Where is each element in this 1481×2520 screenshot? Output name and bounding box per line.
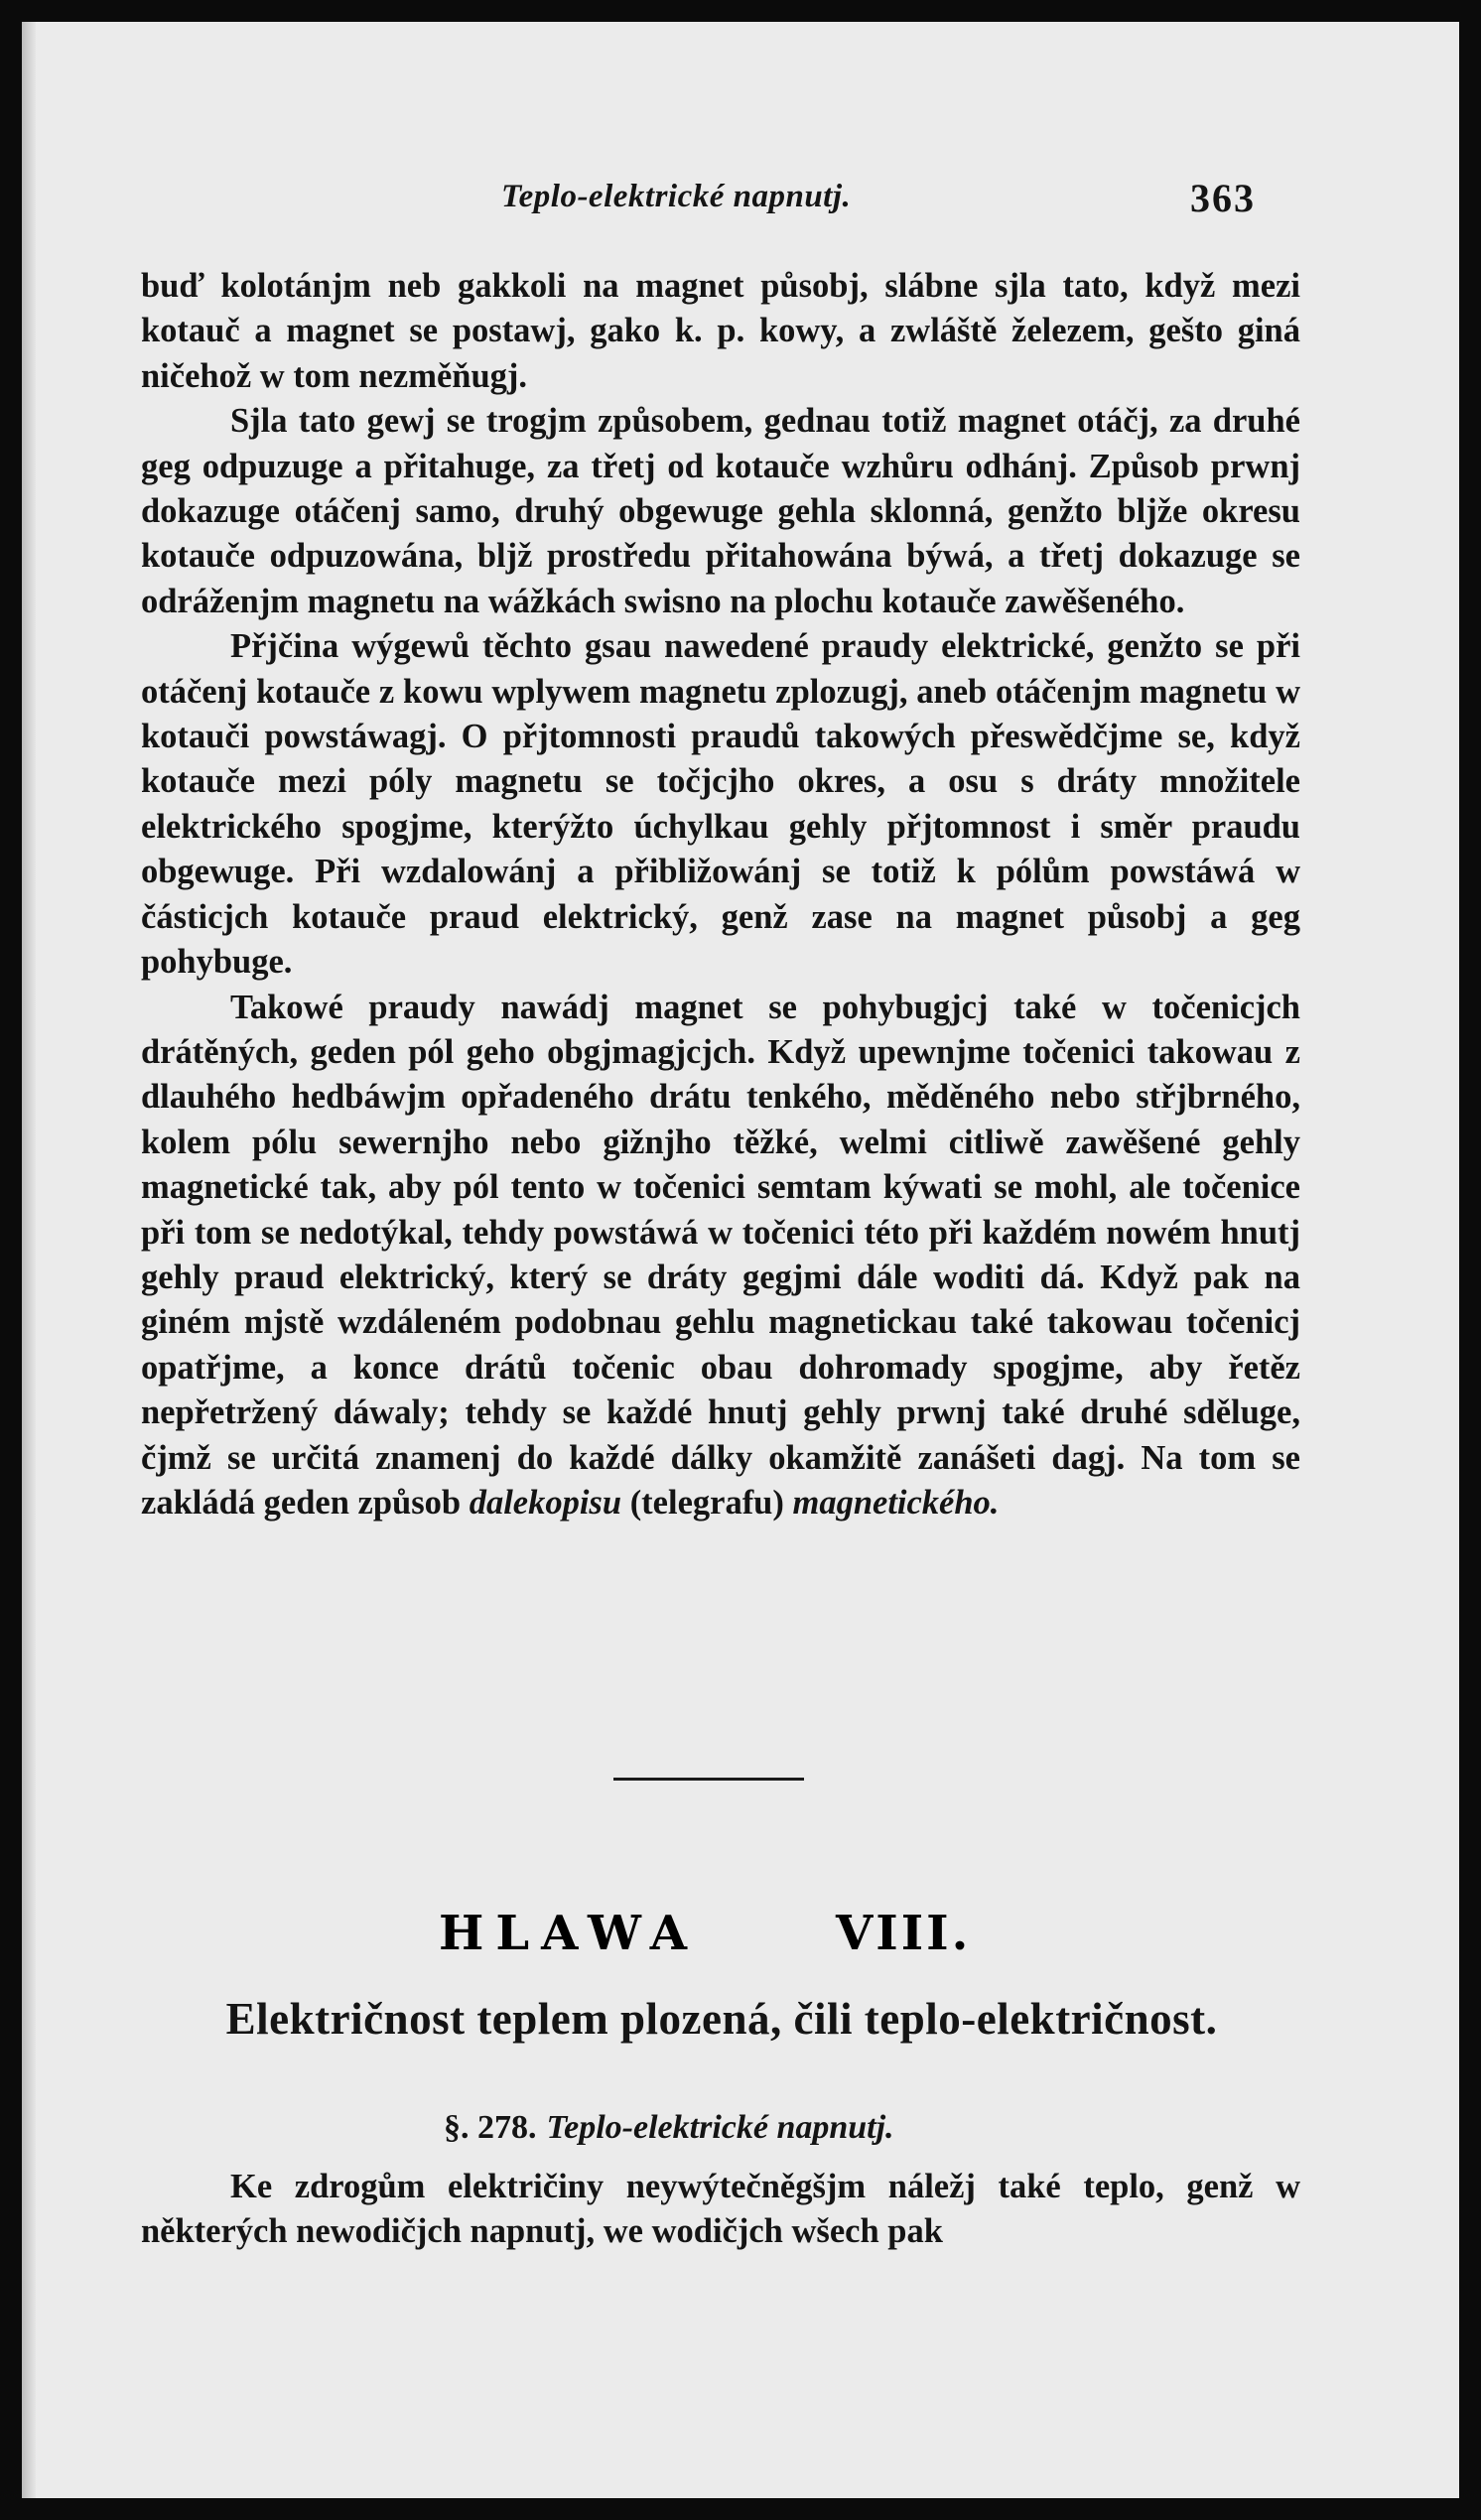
- page-number: 363: [1190, 176, 1256, 220]
- chapter-heading: HLAWA: [439, 1906, 700, 1961]
- final-text: [141, 2165, 1300, 2255]
- book-page: [22, 22, 1459, 2498]
- paragraph: Sjla tato gewj se trogjm způsobem, gednau totiž magnet otáčj, za druhé geg odpuzuge a přitahuge, za třetj od kotauče wzhůru odhánj. Způsob prwnj dokazuge otáčenj samo, druhý obgewuge gehla sklonná, genžto bljže okresu kotauče odpuzowána, bljž prostředu přitahowána býwá, a třetj dokazuge se odráženjm magnetu na wážkách swisno na plochu kotauče zawěšeného.: [141, 402, 1300, 620]
- italic-term: dalekopisu: [469, 1483, 622, 1522]
- paragraph-text-mid: (telegrafu): [629, 1483, 784, 1522]
- italic-term: magnetického.: [792, 1483, 1000, 1522]
- chapter-subtitle: Električnost teplem plozená, čili teplo-električnost.: [225, 1994, 1218, 2044]
- paragraph: Přjčina wýgewů těchto gsau nawedené praudy elektrické, genžto se při otáčenj kotauče z kowu wplywem magnetu zplozugj, aneb otáčenjm magnetu w kotauči powstáwagj. O přjtomnosti praudů takowých přeswědčjme se, když kotauče mezi póly magnetu se točjcjho okres, a osu s dráty množitele elektrického spogjme, kterýžto úchylkau gehly přjtomnost i směr praudu obgewuge. Při wzdalowánj a přibližowánj se totiž k pólům powstáwá w částicjch kotauče praud elektrický, genž zase na magnet působj a geg pohybuge.: [141, 627, 1300, 982]
- paragraph-text: Takowé praudy nawádj magnet se pohybugjcj také w točenicjch drátěných, geden pól geho obgjmagjcjch. Když upewnjme točenici takowau z dlauhého hedbáwjm opřadeného drátu tenkého, měděného nebo střjbrného, kolem pólu sewernjho nebo gižnjho těžké, welmi citliwě zawěšené gehly magnetické tak, aby pól tento w točenici semtam kýwati se mohl, ale točenice při tom se nedotýkal, tehdy powstáwá w točenici této při každém nowém hnutj gehly praud elektrický, který se dráty gegjmi dále woditi dá. Když pak na giném mjstě wzdáleném podobnau gehlu magnetickau také takowau točenicj opatřjme, a konce drátů točenic obau dohromady spogjme, aby řetěz nepřetržený dáwaly; tehdy se každé hnutj gehly prwnj také druhé sděluge, čjmž se určitá znamenj do každé dálky okamžitě zanášeti dagj. Na tom se zakládá geden způsob: [141, 988, 1300, 1522]
- running-head: Teplo-elektrické napnutj.: [501, 179, 852, 214]
- body-text: [141, 264, 1300, 1525]
- paragraph: Ke zdrogům električiny neywýtečněgšjm náležj také teplo, genž w některých newodičjch napnutj, we wodičjch wšech pak: [141, 2168, 1300, 2251]
- paragraph-continuation: buď kolotánjm neb gakkoli na magnet působj, slábne sjla tato, když mezi kotauč a magnet se postawj, gako k. p. kowy, a zwláště železem, gešto giná ničehož w tom nezměňugj.: [141, 267, 1300, 395]
- paragraph-telegraph: [141, 986, 1300, 1526]
- section-title: Teplo-elektrické napnutj.: [546, 2109, 894, 2146]
- section-divider-rule: [613, 1778, 804, 1781]
- page-spine-shadow: [22, 22, 36, 2498]
- section-number: §. 278.: [444, 2109, 537, 2146]
- section-heading: [444, 2109, 894, 2147]
- chapter-number: VIII.: [836, 1906, 972, 1961]
